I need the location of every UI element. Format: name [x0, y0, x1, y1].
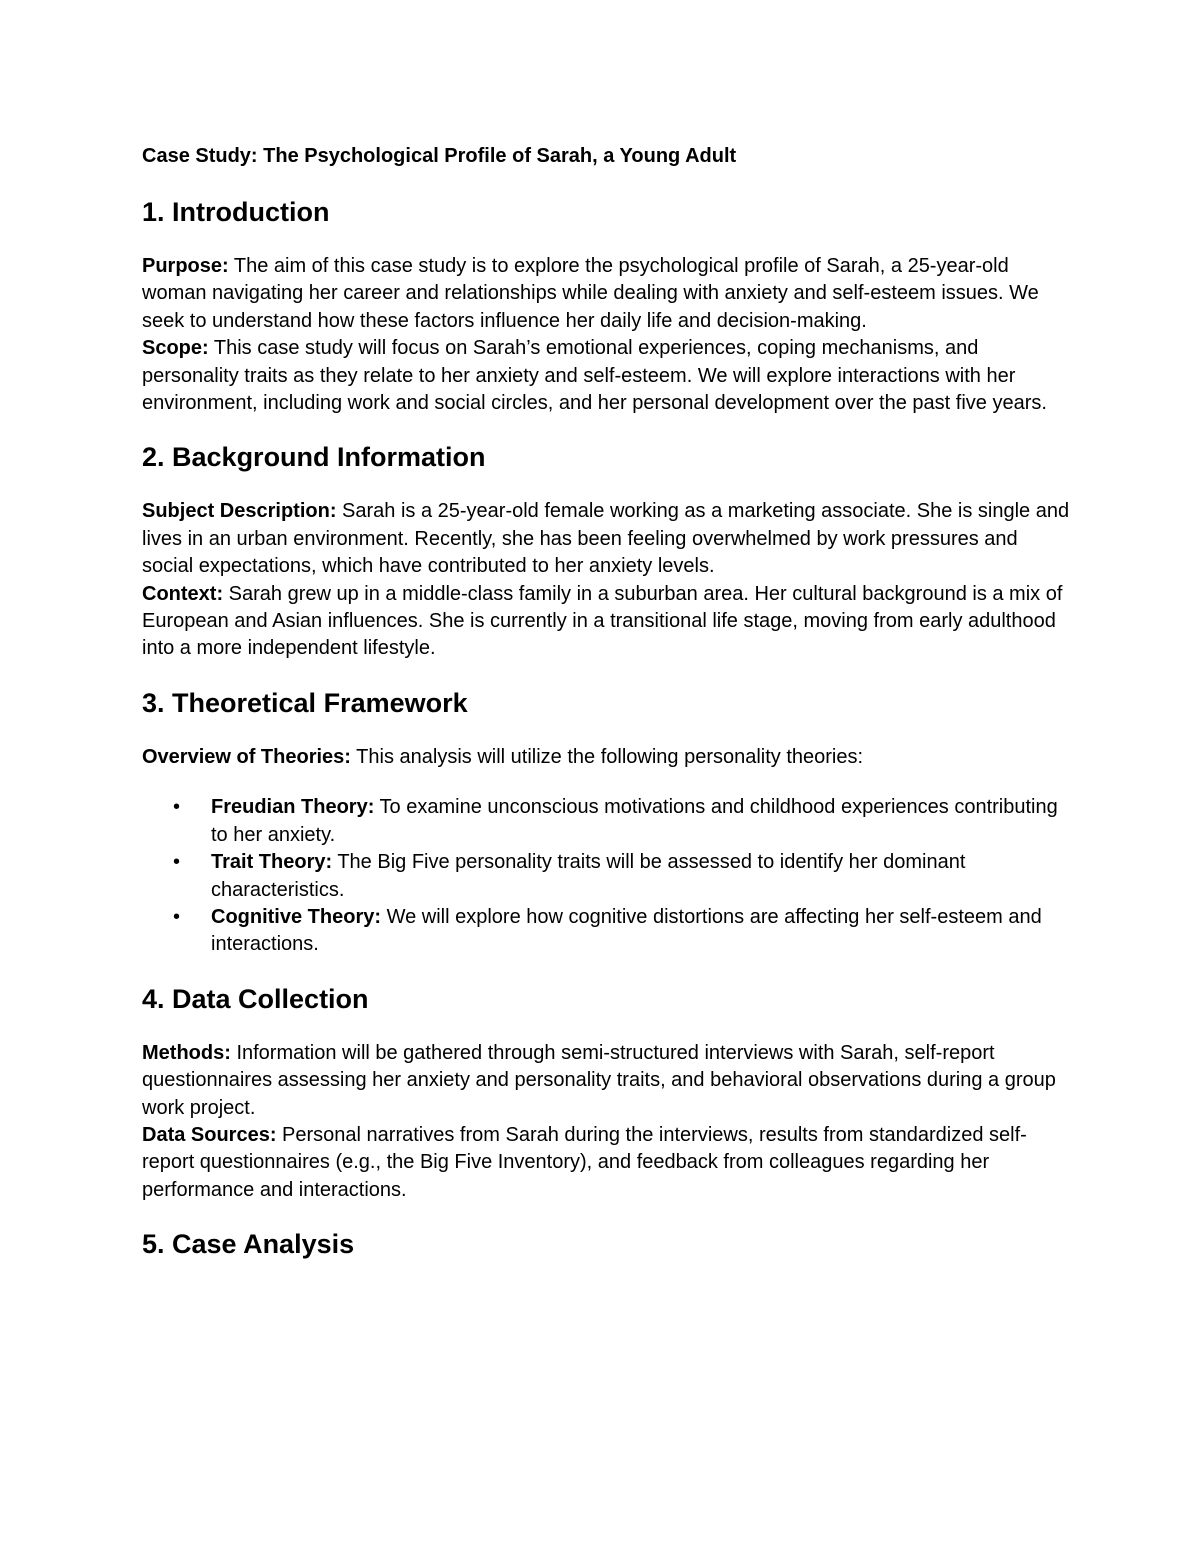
label-scope: Scope: — [142, 337, 209, 360]
paragraph-subject-description — [142, 498, 1072, 580]
text-trait-theory: The Big Five personality traits will be assessed to identify her dominant characteristics. — [211, 851, 966, 901]
label-overview-of-theories: Overview of Theories: — [142, 745, 351, 768]
section-heading-data-collection: 4. Data Collection — [142, 983, 369, 1014]
theories-list — [142, 794, 1072, 958]
text-subject-description: Sarah is a 25-year-old female working as a marketing associate. She is single and lives in an urban environment. Recently, she has been feeling overwhelmed by work pressures and social expectations, which have contributed to her anxiety levels. — [142, 500, 1070, 578]
section-body-introduction — [142, 253, 1072, 417]
paragraph-context — [142, 581, 1072, 663]
document-page — [142, 138, 1072, 1285]
paragraph-overview-of-theories — [142, 744, 1072, 771]
list-item-trait-theory — [142, 849, 1072, 904]
section-heading-introduction: 1. Introduction — [142, 197, 330, 227]
text-scope: This case study will focus on Sarah’s emotional experiences, coping mechanisms, and personality traits as they relate to her anxiety and self-esteem. We will explore interactions with her environment, including work and social circles, and her personal development over the past five years. — [142, 337, 1047, 415]
text-cognitive-theory: We will explore how cognitive distortions are affecting her self-esteem and interactions. — [211, 905, 1042, 956]
section-heading-theoretical-framework: 3. Theoretical Framework — [142, 687, 468, 718]
bullet-icon: • — [173, 851, 181, 874]
label-trait-theory: Trait Theory: — [211, 851, 333, 874]
paragraph-data-sources — [142, 1122, 1072, 1204]
section-heading-case-analysis: 5. Case Analysis — [142, 1229, 355, 1260]
list-item-freudian-theory — [142, 794, 1072, 849]
section-heading-background: 2. Background Information — [142, 442, 486, 473]
section-body-background — [142, 498, 1072, 662]
label-freudian-theory: Freudian Theory: — [211, 796, 375, 819]
label-subject-description: Subject Description: — [142, 500, 337, 523]
label-context: Context: — [142, 582, 224, 605]
label-purpose: Purpose: — [142, 255, 229, 277]
label-cognitive-theory: Cognitive Theory: — [211, 905, 382, 928]
text-data-sources: Personal narratives from Sarah during the interviews, results from standardized self-report questionnaires (e.g., the Big Five Inventory), and feedback from colleagues regarding her performance and interactions. — [142, 1123, 1027, 1201]
bullet-icon: • — [173, 905, 181, 928]
section-body-theoretical-framework — [142, 744, 1072, 959]
text-overview-of-theories: This analysis will utilize the following personality theories: — [350, 745, 864, 768]
label-data-sources: Data Sources: — [142, 1123, 277, 1146]
label-methods: Methods: — [142, 1041, 231, 1064]
paragraph-scope — [142, 335, 1072, 417]
text-purpose: The aim of this case study is to explore the psychological profile of Sarah, a 25-year-old woman navigating her career and relationships while dealing with anxiety and self-esteem issues. We seek to understand how these factors influence her daily life and decision-making. — [142, 255, 1039, 332]
section-body-data-collection — [142, 1040, 1072, 1204]
bullet-icon: • — [173, 796, 181, 819]
text-methods: Information will be gathered through semi-structured interviews with Sarah, self-report questionnaires assessing her anxiety and personality traits, and behavioral observations during a group work project. — [142, 1041, 1056, 1119]
list-item-cognitive-theory — [142, 904, 1072, 959]
document-title: Case Study: The Psychological Profile of Sarah, a Young Adult — [142, 145, 737, 167]
text-freudian-theory: To examine unconscious motivations and childhood experiences contributing to her anxiety. — [211, 796, 1058, 846]
text-context: Sarah grew up in a middle-class family in a suburban area. Her cultural background is a mix of European and Asian influences. She is currently in a transitional life stage, moving from early adulthood into a more independent lifestyle. — [142, 582, 1063, 660]
paragraph-methods — [142, 1040, 1072, 1122]
paragraph-purpose — [142, 253, 1072, 335]
